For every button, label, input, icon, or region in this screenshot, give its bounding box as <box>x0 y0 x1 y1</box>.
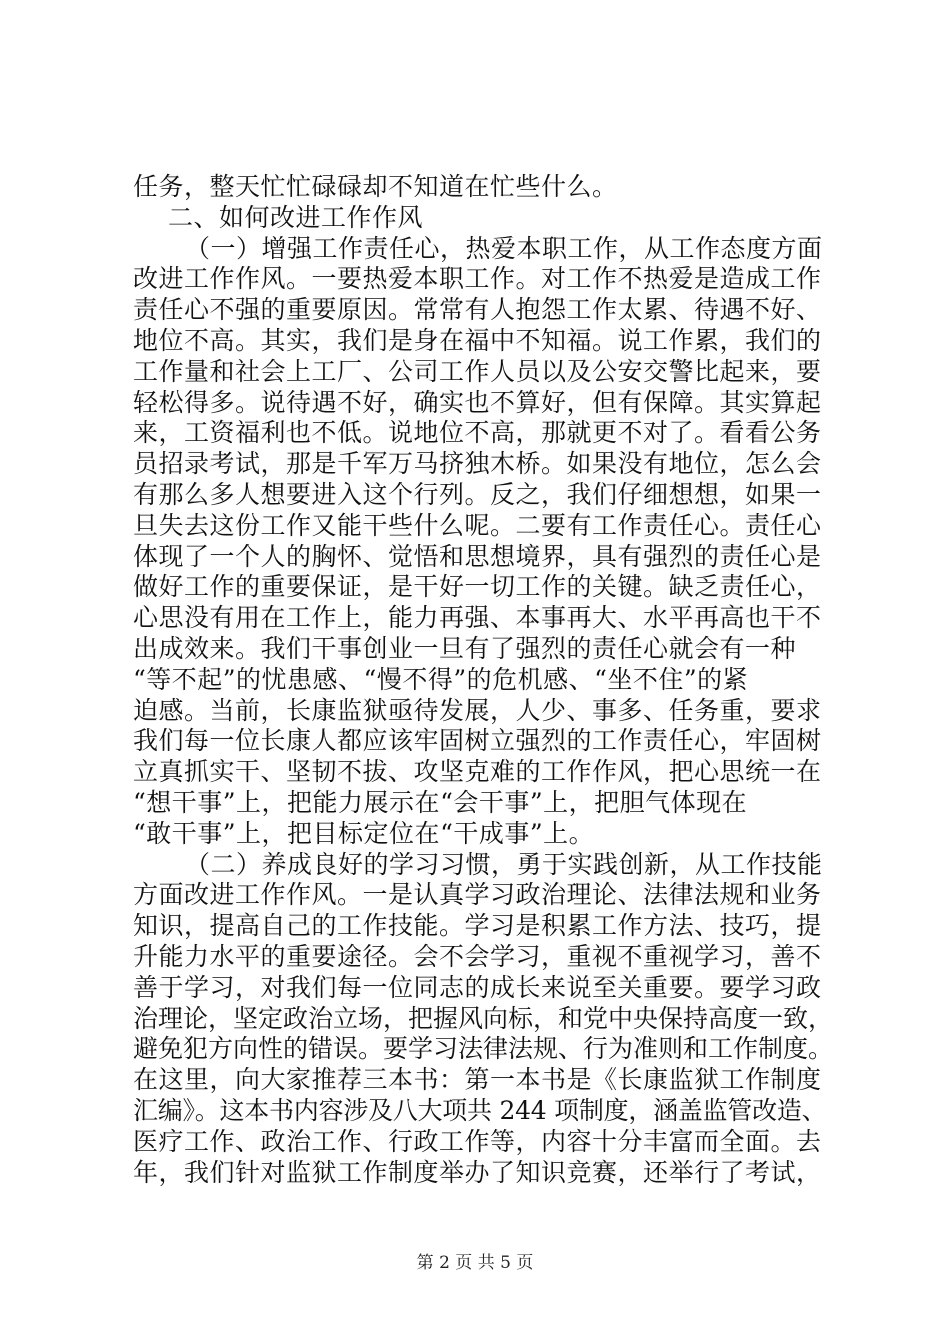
text-line: 改进工作作风。一要热爱本职工作。对工作不热爱是造成工作 <box>133 264 822 294</box>
text-line: 避免犯方向性的错误。要学习法律法规、行为准则和工作制度。 <box>133 1034 834 1064</box>
text-line: 在这里，向大家推荐三本书：第一本书是《长康监狱工作制度 <box>133 1065 822 1095</box>
text-line: 责任心不强的重要原因。常常有人抱怨工作太累、待遇不好、 <box>133 295 822 325</box>
text-line: 汇编》。这本书内容涉及八大项共 244 项制度，涵盖监管改造、 <box>133 1095 827 1125</box>
text-line: 二、如何改进工作作风 <box>168 202 424 232</box>
text-line: 年，我们针对监狱工作制度举办了知识竞赛，还举行了考试， <box>133 1157 822 1187</box>
text-line: 地位不高。其实，我们是身在福中不知福。说工作累，我们的 <box>133 325 822 355</box>
text-line: “敢干事”上，把目标定位在“干成事”上。 <box>133 818 595 848</box>
text-line: 体现了一个人的胸怀、觉悟和思想境界，具有强烈的责任心是 <box>133 541 822 571</box>
text-line: “等不起”的忧患感、“慢不得”的危机感、“坐不住”的紧 <box>133 664 749 694</box>
text-line: 立真抓实干、坚韧不拔、攻坚克难的工作作风，把心思统一在 <box>133 757 822 787</box>
text-line: 治理论，坚定政治立场，把握风向标，和党中央保持高度一致， <box>133 1003 834 1033</box>
text-line: 旦失去这份工作又能干些什么呢。二要有工作责任心。责任心 <box>133 510 822 540</box>
text-line: 有那么多人想要进入这个行列。反之，我们仔细想想，如果一 <box>133 479 822 509</box>
text-line: 来，工资福利也不低。说地位不高，那就更不对了。看看公务 <box>133 418 822 448</box>
text-line: 医疗工作、政治工作、行政工作等，内容十分丰富而全面。去 <box>133 1126 822 1156</box>
document-body <box>133 172 833 1188</box>
text-line: 迫感。当前，长康监狱亟待发展，人少、事多、任务重，要求 <box>133 695 822 725</box>
text-line: 轻松得多。说待遇不好，确实也不算好，但有保障。其实算起 <box>133 387 822 417</box>
text-line: （一）增强工作责任心，热爱本职工作，从工作态度方面 <box>185 233 823 263</box>
text-line: 员招录考试，那是千军万马挤独木桥。如果没有地位，怎么会 <box>133 449 822 479</box>
text-line: 升能力水平的重要途径。会不会学习，重视不重视学习，善不 <box>133 941 822 971</box>
text-line: 我们每一位长康人都应该牢固树立强烈的工作责任心，牢固树 <box>133 726 822 756</box>
text-line: “想干事”上，把能力展示在“会干事”上，把胆气体现在 <box>133 787 748 817</box>
page-footer: 第 2 页 共 5 页 <box>416 1253 534 1273</box>
text-line: 任务，整天忙忙碌碌却不知道在忙些什么。 <box>133 172 618 201</box>
text-line: （二）养成良好的学习习惯，勇于实践创新，从工作技能 <box>185 849 823 879</box>
text-line: 善于学习，对我们每一位同志的成长来说至关重要。要学习政 <box>133 972 822 1002</box>
text-line: 知识，提高自己的工作技能。学习是积累工作方法、技巧，提 <box>133 911 822 941</box>
text-line: 做好工作的重要保证，是干好一切工作的关键。缺乏责任心， <box>133 572 822 602</box>
text-line: 方面改进工作作风。一是认真学习政治理论、法律法规和业务 <box>133 880 822 910</box>
text-line: 心思没有用在工作上，能力再强、本事再大、水平再高也干不 <box>133 603 822 633</box>
text-line: 工作量和社会上工厂、公司工作人员以及公安交警比起来，要 <box>133 356 822 386</box>
text-line: 出成效来。我们干事创业一旦有了强烈的责任心就会有一种 <box>133 633 797 663</box>
